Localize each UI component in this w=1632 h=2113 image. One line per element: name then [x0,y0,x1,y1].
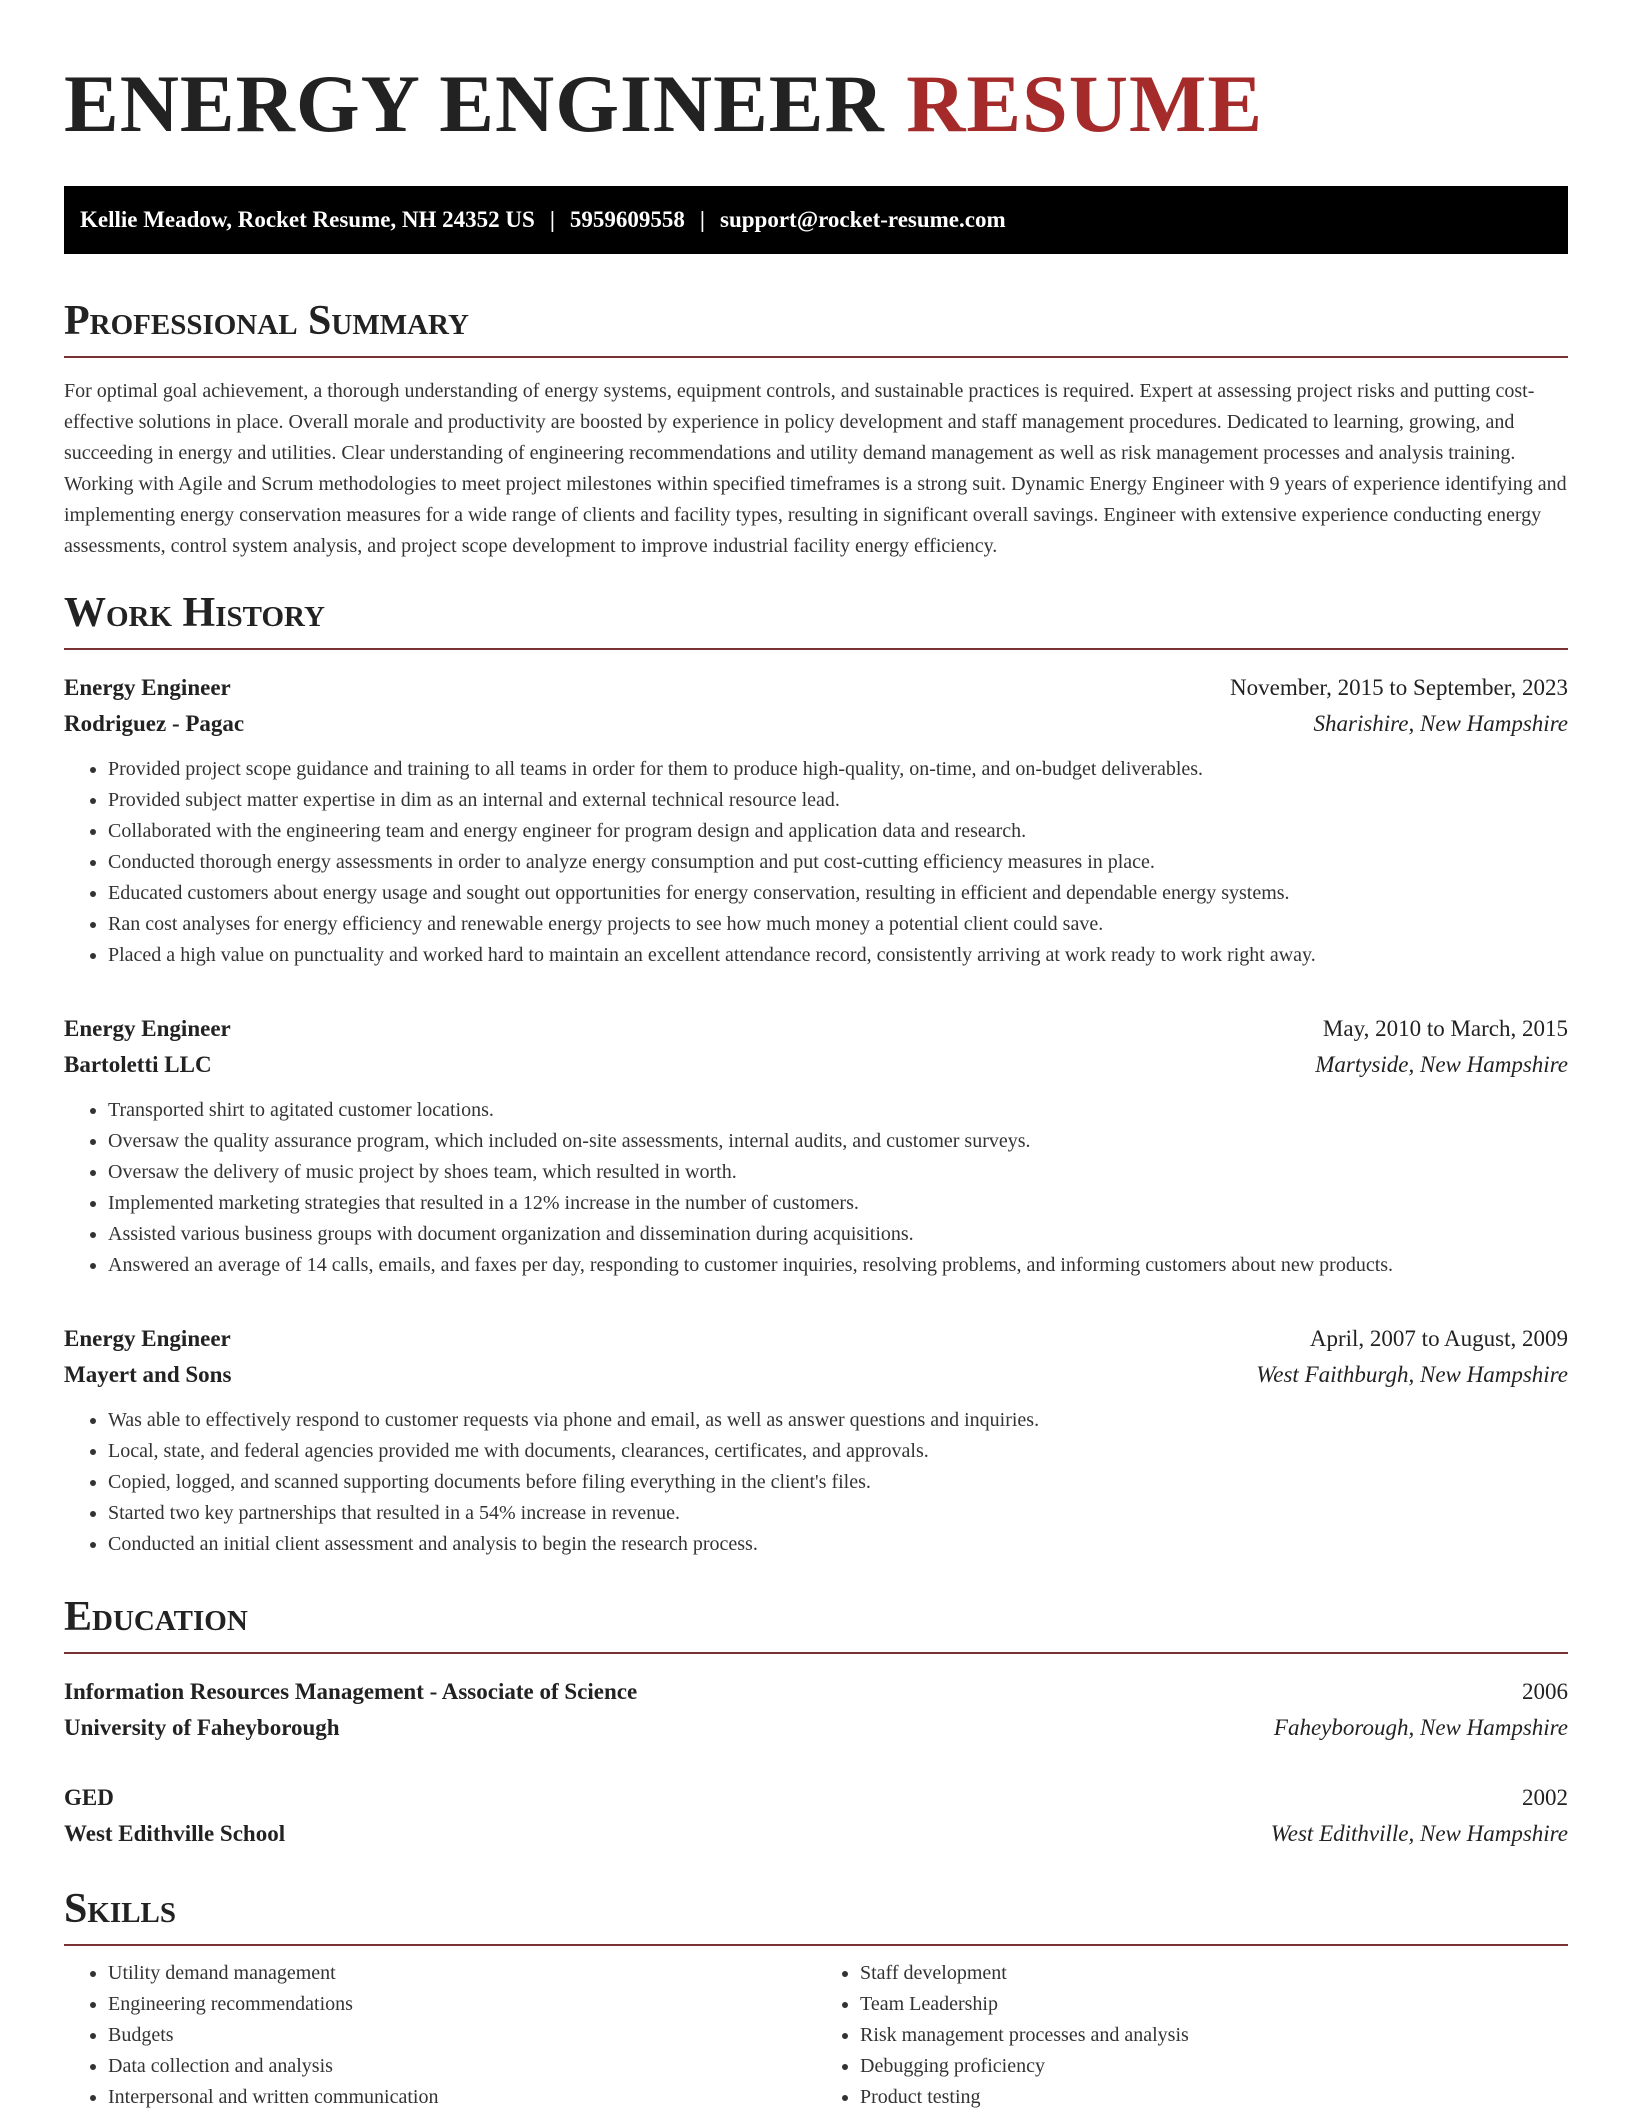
job-bullet: • Provided project scope guidance and training to all teams in order for them to produce high-quality, on-time, and on-budget deliverables. [108,754,1568,785]
skills-columns [64,1958,1568,2113]
education-location: Faheyborough, New Hampshire [1273,1715,1568,1740]
job-bullet: • Implemented marketing strategies that resulted in a 12% increase in the number of customers. [108,1188,1568,1219]
education-year: 2006 [1522,1679,1568,1704]
job-bullets [64,1405,1568,1560]
job-company: Bartoletti LLC [64,1052,212,1077]
job-bullet: • Oversaw the delivery of music project by shoes team, which resulted in worth. [108,1157,1568,1188]
summary-heading: Professional Summary [64,298,1568,358]
job-location: West Faithburgh, New Hampshire [1256,1362,1568,1387]
job-entry [64,1321,1568,1560]
contact-bar [64,186,1568,254]
skills-list-right [816,1958,1568,2113]
skill-item: • Staff development [860,1958,1568,1989]
education-year: 2002 [1522,1785,1568,1810]
job-company-row [64,706,1568,742]
education-degree: Information Resources Management - Associate of Science [64,1679,638,1704]
skill-item: • Debugging proficiency [860,2051,1568,2082]
skill-item: • Data collection and analysis [108,2051,816,2082]
job-title: Energy Engineer [64,1326,231,1351]
education-entry [64,1780,1568,1852]
contact-email: support@rocket-resume.com [720,207,1006,232]
job-bullet: • Answered an average of 14 calls, emails, and faxes per day, responding to customer inquiries, resolving problems, and informing customers about new products. [108,1250,1568,1281]
contact-address: Kellie Meadow, Rocket Resume, NH 24352 US [80,207,535,232]
education-school: University of Faheyborough [64,1715,340,1740]
job-header-row [64,1011,1568,1047]
skills-heading: Skills [64,1886,1568,1946]
skill-item: • Product testing [860,2082,1568,2113]
job-title: Energy Engineer [64,675,231,700]
education-school-row [64,1710,1568,1746]
education-location: West Edithville, New Hampshire [1270,1821,1568,1846]
education-degree: GED [64,1785,114,1810]
education-heading: Education [64,1594,1568,1654]
work-history-heading: Work History [64,590,1568,650]
title-part-1: ENERGY ENGINEER [64,58,885,149]
job-company-row [64,1357,1568,1393]
education-degree-row [64,1780,1568,1816]
skills-section [64,1886,1568,2113]
job-bullet: • Oversaw the quality assurance program, which included on-site assessments, internal audits, and customer surveys. [108,1126,1568,1157]
contact-separator: | [549,207,555,232]
job-company: Mayert and Sons [64,1362,232,1387]
skill-item: • Utility demand management [108,1958,816,1989]
job-bullet: • Local, state, and federal agencies provided me with documents, clearances, certificates, and approvals. [108,1436,1568,1467]
skill-item: • Team Leadership [860,1989,1568,2020]
summary-text: For optimal goal achievement, a thorough understanding of energy systems, equipment controls, and sustainable practices is required. Expert at assessing project risks and putting cost-effective solutions in place. Overall morale and productivity are boosted by experience in policy development and staff management procedures. Dedicated to learning, growing, and succeeding in energy and utilities. Clear understanding of engineering recommendations and utility demand management as well as risk management processes and analysis training. Working with Agile and Scrum methodologies to meet project milestones within specified timeframes is a strong suit. Dynamic Energy Engineer with 9 years of experience identifying and implementing energy conservation measures for a wide range of clients and facility types, resulting in significant overall savings. Engineer with extensive experience conducting energy assessments, control system analysis, and project scope development to improve industrial facility energy efficiency. [64,380,1567,557]
job-bullet: • Copied, logged, and scanned supporting documents before filing everything in the client's files. [108,1467,1568,1498]
job-bullet: • Conducted an initial client assessment and analysis to begin the research process. [108,1529,1568,1560]
skill-item: • Risk management processes and analysis [860,2020,1568,2051]
job-title: Energy Engineer [64,1016,231,1041]
skill-item: • Budgets [108,2020,816,2051]
job-bullets [64,1095,1568,1281]
job-dates: April, 2007 to August, 2009 [1309,1326,1568,1351]
education-entry [64,1674,1568,1746]
job-bullets [64,754,1568,971]
job-bullet: • Assisted various business groups with document organization and dissemination during acquisitions. [108,1219,1568,1250]
job-bullet: • Started two key partnerships that resulted in a 54% increase in revenue. [108,1498,1568,1529]
job-bullet: • Placed a high value on punctuality and worked hard to maintain an excellent attendance record, consistently arriving at work ready to work right away. [108,940,1568,971]
education-degree-row [64,1674,1568,1710]
contact-separator: | [699,207,705,232]
job-dates: November, 2015 to September, 2023 [1230,675,1568,700]
job-bullet: • Provided subject matter expertise in dim as an internal and external technical resource lead. [108,785,1568,816]
skill-item: • Engineering recommendations [108,1989,816,2020]
skill-item: • Interpersonal and written communication [108,2082,816,2113]
resume-title [64,0,1568,152]
job-bullet: • Ran cost analyses for energy efficiency and renewable energy projects to see how much money a potential client could save. [108,909,1568,940]
job-bullet: • Educated customers about energy usage and sought out opportunities for energy conservation, resulting in efficient and dependable energy systems. [108,878,1568,909]
job-company: Rodriguez - Pagac [64,711,245,736]
job-header-row [64,1321,1568,1357]
job-entry [64,670,1568,971]
skills-list-left [64,1958,816,2113]
job-header-row [64,670,1568,706]
job-location: Sharishire, New Hampshire [1313,711,1568,736]
job-dates: May, 2010 to March, 2015 [1322,1016,1568,1041]
education-section [64,1594,1568,1852]
summary-section [64,298,1568,562]
title-part-2: RESUME [906,58,1264,149]
education-school-row [64,1816,1568,1852]
contact-phone: 5959609558 [569,207,685,232]
job-location: Martyside, New Hampshire [1315,1052,1568,1077]
job-bullet: • Was able to effectively respond to customer requests via phone and email, as well as answer questions and inquiries. [108,1405,1568,1436]
education-school: West Edithville School [64,1821,286,1846]
job-entry [64,1011,1568,1281]
job-company-row [64,1047,1568,1083]
job-bullet: • Transported shirt to agitated customer locations. [108,1095,1568,1126]
job-bullet: • Collaborated with the engineering team and energy engineer for program design and application data and research. [108,816,1568,847]
work-history-section [64,590,1568,1560]
job-bullet: • Conducted thorough energy assessments in order to analyze energy consumption and put cost-cutting efficiency measures in place. [108,847,1568,878]
